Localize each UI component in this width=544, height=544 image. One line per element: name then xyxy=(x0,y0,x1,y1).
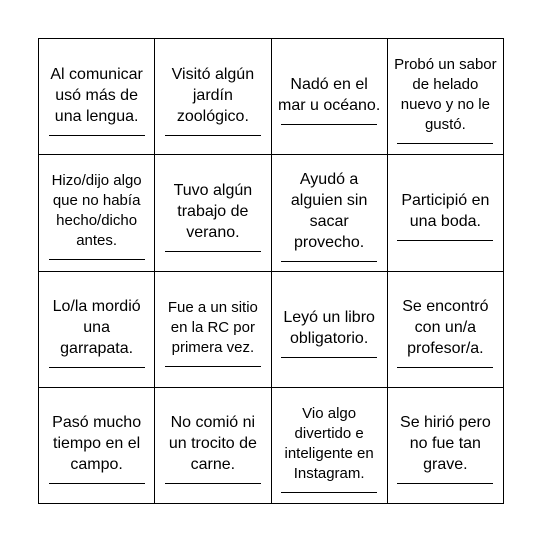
name-blank-line xyxy=(165,483,261,484)
name-blank-line xyxy=(49,135,145,136)
bingo-cell xyxy=(39,155,155,271)
bingo-cell xyxy=(272,155,388,271)
name-blank-line xyxy=(49,367,145,368)
cell-text: Al comunicar usó más de una lengua. xyxy=(50,65,143,125)
cell-text: Leyó un libro obligatorio. xyxy=(283,308,375,347)
name-blank-line xyxy=(49,483,145,484)
name-blank-line xyxy=(397,143,493,144)
bingo-cell xyxy=(272,39,388,155)
cell-text: Tuvo algún trabajo de verano. xyxy=(173,181,253,241)
cell-text: Pasó mucho tiempo en el campo. xyxy=(52,414,142,474)
name-blank-line xyxy=(49,259,145,260)
bingo-cell xyxy=(39,39,155,155)
cell-text: Hizo/dijo algo que no había hecho/dicho antes. xyxy=(51,172,142,250)
name-blank-line xyxy=(281,261,377,262)
cell-text: Lo/la mordió una garrapata. xyxy=(52,298,141,358)
bingo-cell xyxy=(272,272,388,388)
bingo-cell xyxy=(388,155,504,271)
name-blank-line xyxy=(281,357,377,358)
cell-text: Participió en una boda. xyxy=(401,192,490,231)
cell-text: Se encontró con un/a profesor/a. xyxy=(402,298,489,358)
cell-text: No comió ni un trocito de carne. xyxy=(168,414,257,474)
bingo-cell xyxy=(155,39,271,155)
name-blank-line xyxy=(165,251,261,252)
cell-text: Fue a un sitio en la RC por primera vez. xyxy=(167,298,258,356)
cell-text: Visitó algún jardín zoológico. xyxy=(171,65,255,125)
bingo-cell xyxy=(155,155,271,271)
bingo-grid xyxy=(38,38,504,504)
bingo-cell xyxy=(155,272,271,388)
cell-text: Se hirió pero no fue tan grave. xyxy=(400,414,491,474)
name-blank-line xyxy=(165,366,261,367)
cell-text: Ayudó a alguien sin sacar provecho. xyxy=(290,171,368,252)
name-blank-line xyxy=(397,483,493,484)
name-blank-line xyxy=(397,367,493,368)
bingo-cell xyxy=(388,272,504,388)
name-blank-line xyxy=(165,135,261,136)
name-blank-line xyxy=(281,492,377,493)
bingo-cell xyxy=(155,388,271,504)
bingo-cell xyxy=(272,388,388,504)
cell-text: Vio algo divertido e inteligente en Instagram. xyxy=(284,404,374,482)
bingo-cell xyxy=(388,39,504,155)
bingo-cell xyxy=(39,272,155,388)
cell-text: Nadó en el mar u océano. xyxy=(277,76,381,115)
bingo-cell xyxy=(39,388,155,504)
name-blank-line xyxy=(281,124,377,125)
cell-text: Probó un sabor de helado nuevo y no le gustó. xyxy=(394,56,497,134)
bingo-cell xyxy=(388,388,504,504)
name-blank-line xyxy=(397,240,493,241)
